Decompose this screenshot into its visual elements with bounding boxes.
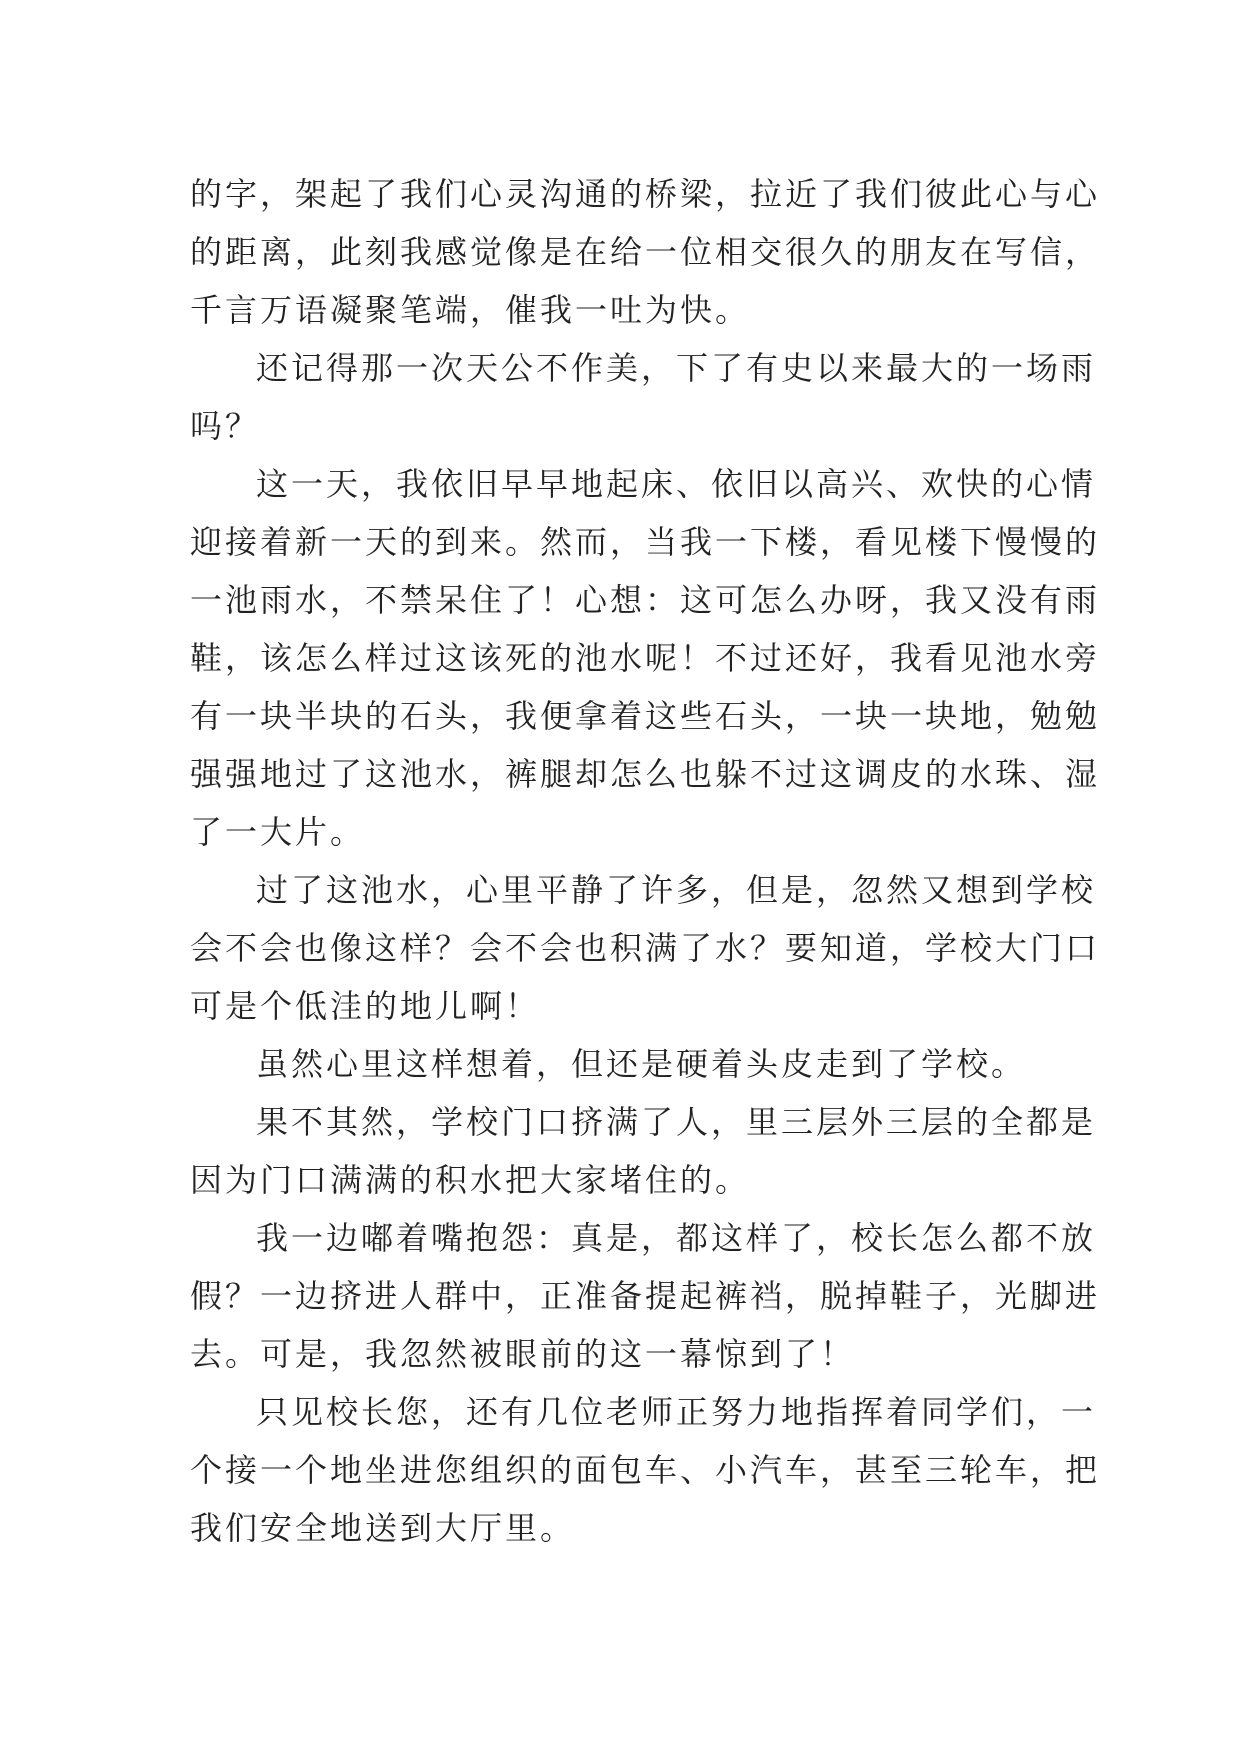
text-line: 鞋，该怎么样过这该死的池水呢！不过还好，我看见池水旁 [190, 639, 1101, 677]
text-line: 个接一个地坐进您组织的面包车、小汽车，甚至三轮车，把 [190, 1451, 1101, 1489]
paragraph-first-line: 我一边嘟着嘴抱怨：真是，都这样了，校长怎么都不放 [256, 1219, 1097, 1257]
text-line: 有一块半块的石头，我便拿着这些石头，一块一块地，勉勉 [190, 697, 1101, 735]
paragraph-first-line: 过了这池水，心里平静了许多，但是，忽然又想到学校 [256, 871, 1097, 909]
text-line: 千言万语凝聚笔端，催我一吐为快。 [190, 291, 751, 329]
text-line: 一池雨水，不禁呆住了！心想：这可怎么办呀，我又没有雨 [190, 581, 1101, 619]
text-line: 去。可是，我忽然被眼前的这一幕惊到了！ [190, 1335, 856, 1373]
letter-body [190, 165, 1101, 1557]
text-line: 的距离，此刻我感觉像是在给一位相交很久的朋友在写信， [190, 233, 1101, 271]
paragraph-first-line: 虽然心里这样想着，但还是硬着头皮走到了学校。 [256, 1045, 1027, 1083]
text-line: 强强地过了这池水，裤腿却怎么也躲不过这调皮的水珠、湿 [190, 755, 1101, 793]
text-line: 吗？ [190, 407, 261, 445]
paragraph-first-line: 果不其然，学校门口挤满了人，里三层外三层的全都是 [256, 1103, 1097, 1141]
text-line: 会不会也像这样？会不会也积满了水？要知道，学校大门口 [190, 929, 1101, 967]
text-line: 可是个低洼的地儿啊！ [190, 987, 541, 1025]
text-line: 假？一边挤进人群中，正准备提起裤裆，脱掉鞋子，光脚进 [190, 1277, 1101, 1315]
text-line: 我们安全地送到大厅里。 [190, 1509, 576, 1547]
text-line: 了一大片。 [190, 813, 366, 851]
paragraph-first-line: 还记得那一次天公不作美，下了有史以来最大的一场雨 [256, 349, 1097, 387]
paragraph-first-line: 这一天，我依旧早早地起床、依旧以高兴、欢快的心情 [256, 465, 1097, 503]
text-line: 迎接着新一天的到来。然而，当我一下楼，看见楼下慢慢的 [190, 523, 1101, 561]
text-line: 的字，架起了我们心灵沟通的桥梁，拉近了我们彼此心与心 [190, 175, 1101, 213]
paragraph-first-line: 只见校长您，还有几位老师正努力地指挥着同学们，一 [256, 1393, 1097, 1431]
text-line: 因为门口满满的积水把大家堵住的。 [190, 1161, 751, 1199]
